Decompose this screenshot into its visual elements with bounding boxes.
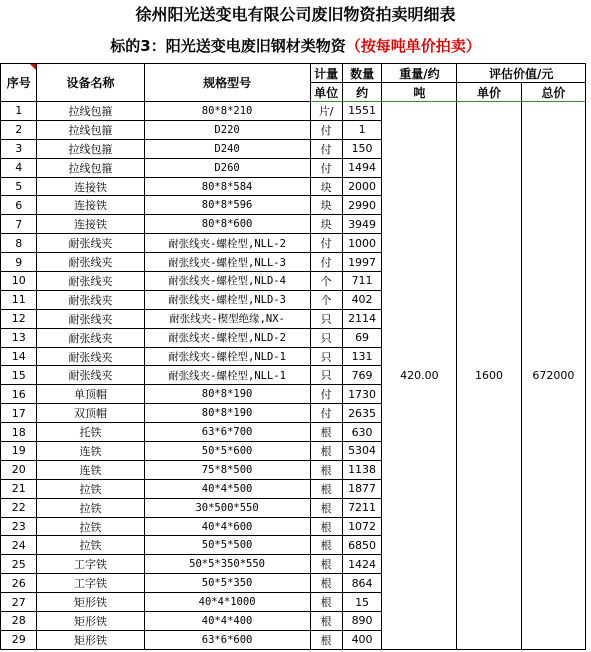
cell-spec[interactable]: 耐张线夹-楔型绝缘,NX- [144,309,310,328]
cell-unit[interactable]: 根 [310,479,342,498]
cell-name[interactable]: 连接铁 [37,177,144,196]
header-weight-line1[interactable]: 重量/约 [382,64,457,83]
cell-unit-price-merged[interactable]: 1600 [457,102,521,650]
cell-seq[interactable]: 9 [1,253,37,272]
cell-unit[interactable]: 付 [310,385,342,404]
cell-spec[interactable]: 40*4*1000 [144,593,310,612]
items-table [0,63,586,650]
cell-qty[interactable]: 69 [342,328,382,347]
cell-seq[interactable]: 4 [1,158,37,177]
cell-spec[interactable]: 50*5*350 [144,574,310,593]
cell-name[interactable]: 连接铁 [37,215,144,234]
cell-unit[interactable]: 付 [310,139,342,158]
cell-qty[interactable]: 1997 [342,253,382,272]
cell-seq[interactable]: 22 [1,498,37,517]
cell-weight-merged[interactable]: 420.00 [382,102,457,650]
header-qty-line2[interactable]: 约 [342,83,382,102]
cell-name[interactable]: 耐张线夹 [37,328,144,347]
cell-qty[interactable]: 400 [342,630,382,649]
cell-seq[interactable]: 21 [1,479,37,498]
cell-unit[interactable]: 根 [310,442,342,461]
cell-unit[interactable]: 付 [310,404,342,423]
cell-name[interactable]: 拉线包箍 [37,102,144,121]
cell-name[interactable]: 矩形铁 [37,593,144,612]
cell-seq[interactable]: 5 [1,177,37,196]
cell-qty[interactable]: 1424 [342,555,382,574]
cell-seq[interactable]: 29 [1,630,37,649]
cell-name[interactable]: 耐张线夹 [37,290,144,309]
cell-name[interactable]: 拉铁 [37,536,144,555]
cell-qty[interactable]: 630 [342,423,382,442]
cell-seq[interactable]: 27 [1,593,37,612]
cell-seq[interactable]: 17 [1,404,37,423]
cell-seq[interactable]: 28 [1,612,37,631]
cell-qty[interactable]: 131 [342,347,382,366]
header-qty-line1[interactable]: 数量 [342,64,382,83]
cell-seq[interactable]: 2 [1,120,37,139]
cell-name[interactable]: 拉线包箍 [37,120,144,139]
cell-seq[interactable]: 12 [1,309,37,328]
cell-name[interactable]: 拉铁 [37,479,144,498]
cell-qty[interactable]: 150 [342,139,382,158]
table-body [1,102,586,650]
cell-seq[interactable]: 11 [1,290,37,309]
cell-unit[interactable]: 付 [310,158,342,177]
cell-name[interactable]: 拉线包箍 [37,139,144,158]
cell-spec[interactable]: D260 [144,158,310,177]
header-unit-price[interactable]: 单价 [457,83,521,102]
cell-name[interactable]: 矩形铁 [37,630,144,649]
cell-spec[interactable]: 耐张线夹-螺栓型,NLL-3 [144,253,310,272]
cell-unit[interactable]: 根 [310,630,342,649]
cell-qty[interactable]: 890 [342,612,382,631]
header-unit-line1[interactable]: 计量 [310,64,342,83]
cell-spec[interactable]: 80*8*210 [144,102,310,121]
cell-name[interactable]: 单顶帽 [37,385,144,404]
subtitle-note: （按每吨单价拍卖） [345,37,481,55]
cell-name[interactable]: 工字铁 [37,555,144,574]
subtitle-main: 标的3：阳光送变电废旧钢材类物资 [110,37,346,55]
cell-unit[interactable]: 根 [310,460,342,479]
cell-name[interactable]: 连铁 [37,460,144,479]
cell-spec[interactable]: 耐张线夹-螺栓型,NLD-4 [144,272,310,291]
cell-qty[interactable]: 1494 [342,158,382,177]
cell-seq[interactable]: 16 [1,385,37,404]
cell-spec[interactable]: D220 [144,120,310,139]
cell-name[interactable]: 耐张线夹 [37,234,144,253]
cell-spec[interactable]: 50*5*350*550 [144,555,310,574]
cell-name[interactable]: 拉铁 [37,517,144,536]
cell-unit[interactable]: 根 [310,498,342,517]
cell-spec[interactable]: 75*8*500 [144,460,310,479]
cell-qty[interactable]: 15 [342,593,382,612]
cell-qty[interactable]: 1138 [342,460,382,479]
cell-unit[interactable]: 付 [310,120,342,139]
cell-spec[interactable]: 耐张线夹-螺栓型,NLD-3 [144,290,310,309]
cell-qty[interactable]: 2990 [342,196,382,215]
cell-unit[interactable]: 只 [310,347,342,366]
cell-unit[interactable]: 根 [310,536,342,555]
cell-spec[interactable]: 80*8*596 [144,196,310,215]
cell-unit[interactable]: 块 [310,177,342,196]
cell-unit[interactable]: 片/ [310,102,342,121]
cell-unit[interactable]: 个 [310,290,342,309]
cell-seq[interactable]: 19 [1,442,37,461]
cell-unit[interactable]: 根 [310,555,342,574]
cell-name[interactable]: 拉铁 [37,498,144,517]
header-name[interactable]: 设备名称 [37,64,144,102]
cell-unit[interactable]: 只 [310,366,342,385]
header-seq[interactable]: 序号 [1,64,37,102]
cell-spec[interactable]: 耐张线夹-螺栓型,NLD-1 [144,347,310,366]
cell-unit[interactable]: 付 [310,234,342,253]
cell-seq[interactable]: 13 [1,328,37,347]
cell-name[interactable]: 连铁 [37,442,144,461]
cell-unit[interactable]: 只 [310,309,342,328]
cell-qty[interactable]: 769 [342,366,382,385]
cell-seq[interactable]: 10 [1,272,37,291]
cell-unit[interactable]: 只 [310,328,342,347]
cell-qty[interactable]: 3949 [342,215,382,234]
document-subtitle [0,32,591,60]
cell-seq[interactable]: 7 [1,215,37,234]
cell-qty[interactable]: 7211 [342,498,382,517]
cell-unit[interactable]: 块 [310,215,342,234]
cell-spec[interactable]: 耐张线夹-螺栓型,NLL-2 [144,234,310,253]
cell-qty[interactable]: 864 [342,574,382,593]
table-row [1,102,586,121]
cell-spec[interactable]: 80*8*600 [144,215,310,234]
cell-spec[interactable]: 40*4*400 [144,612,310,631]
cell-qty[interactable]: 1730 [342,385,382,404]
cell-qty[interactable]: 1 [342,120,382,139]
cell-name[interactable]: 耐张线夹 [37,309,144,328]
cell-seq[interactable]: 23 [1,517,37,536]
cell-spec[interactable]: 80*8*584 [144,177,310,196]
cell-name[interactable]: 双顶帽 [37,404,144,423]
cell-qty[interactable]: 1072 [342,517,382,536]
cell-name[interactable]: 耐张线夹 [37,272,144,291]
cell-unit[interactable]: 根 [310,574,342,593]
cell-total-merged[interactable]: 672000 [521,102,585,650]
cell-seq[interactable]: 1 [1,102,37,121]
cell-spec[interactable]: 耐张线夹-螺栓型,NLD-2 [144,328,310,347]
cell-spec[interactable]: 80*8*190 [144,404,310,423]
cell-spec[interactable]: 40*4*500 [144,479,310,498]
document-title: 徐州阳光送变电有限公司废旧物资拍卖明细表 [135,5,456,24]
cell-unit[interactable]: 付 [310,253,342,272]
cell-qty[interactable]: 711 [342,272,382,291]
cell-seq[interactable]: 20 [1,460,37,479]
cell-qty[interactable]: 1877 [342,479,382,498]
cell-seq[interactable]: 25 [1,555,37,574]
cell-seq[interactable]: 6 [1,196,37,215]
cell-name[interactable]: 耐张线夹 [37,253,144,272]
cell-seq[interactable]: 18 [1,423,37,442]
cell-qty[interactable]: 402 [342,290,382,309]
cell-spec[interactable]: 耐张线夹-螺栓型,NLL-1 [144,366,310,385]
cell-qty[interactable]: 2635 [342,404,382,423]
cell-seq[interactable]: 3 [1,139,37,158]
header-weight-line2[interactable]: 吨 [382,83,457,102]
cell-name[interactable]: 矩形铁 [37,612,144,631]
header-value[interactable]: 评估价值/元 [457,64,586,83]
header-total[interactable]: 总价 [521,83,585,102]
cell-seq[interactable]: 24 [1,536,37,555]
cell-unit[interactable]: 根 [310,423,342,442]
cell-spec[interactable]: 40*4*600 [144,517,310,536]
cell-name[interactable]: 耐张线夹 [37,366,144,385]
cell-spec[interactable]: 50*5*600 [144,442,310,461]
cell-seq[interactable]: 15 [1,366,37,385]
cell-qty[interactable]: 1000 [342,234,382,253]
cell-qty[interactable]: 1551 [342,102,382,121]
cell-name[interactable]: 拉线包箍 [37,158,144,177]
cell-name[interactable]: 耐张线夹 [37,347,144,366]
cell-seq[interactable]: 8 [1,234,37,253]
cell-spec[interactable]: 30*500*550 [144,498,310,517]
header-unit-line2[interactable]: 单位 [310,83,342,102]
cell-seq[interactable]: 14 [1,347,37,366]
cell-qty[interactable]: 2114 [342,309,382,328]
cell-name[interactable]: 工字铁 [37,574,144,593]
cell-qty[interactable]: 2000 [342,177,382,196]
cell-unit[interactable]: 根 [310,612,342,631]
cell-spec[interactable]: D240 [144,139,310,158]
cell-unit[interactable]: 根 [310,593,342,612]
cell-name[interactable]: 连接铁 [37,196,144,215]
cell-spec[interactable]: 80*8*190 [144,385,310,404]
cell-spec[interactable]: 63*6*700 [144,423,310,442]
cell-qty[interactable]: 5304 [342,442,382,461]
cell-seq[interactable]: 26 [1,574,37,593]
cell-unit[interactable]: 个 [310,272,342,291]
cell-spec[interactable]: 50*5*500 [144,536,310,555]
header-spec[interactable]: 规格型号 [144,64,310,102]
cell-spec[interactable]: 63*6*600 [144,630,310,649]
cell-qty[interactable]: 6850 [342,536,382,555]
cell-name[interactable]: 托铁 [37,423,144,442]
cell-unit[interactable]: 块 [310,196,342,215]
cell-unit[interactable]: 根 [310,517,342,536]
